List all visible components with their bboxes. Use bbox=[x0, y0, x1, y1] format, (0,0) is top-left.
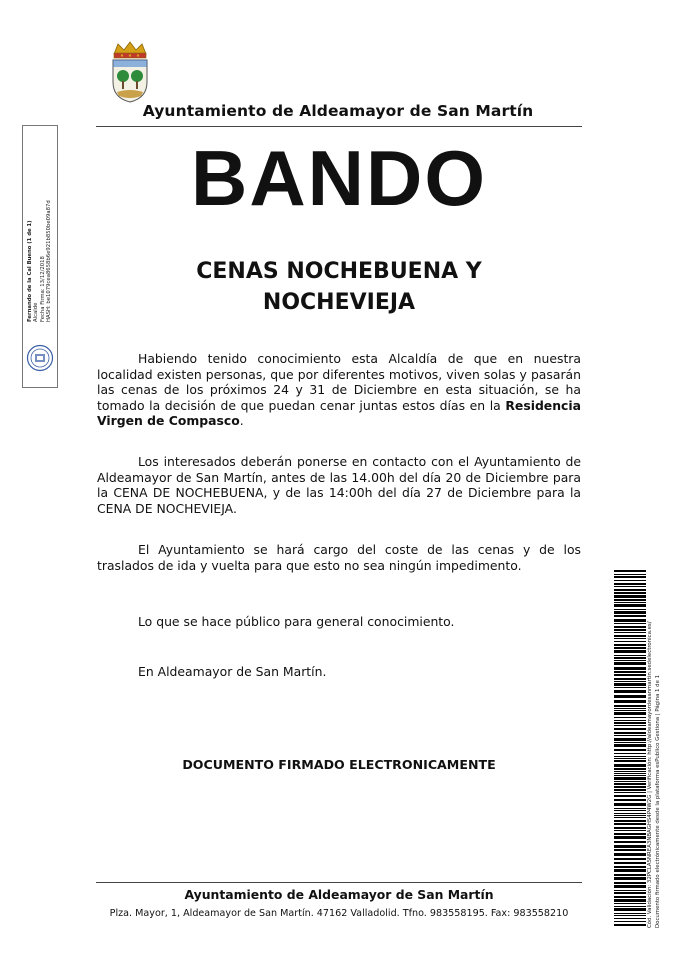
barcode-icon bbox=[614, 570, 646, 926]
page-heading: BANDO bbox=[191, 134, 487, 222]
paragraph-2-text: Los interesados deberán ponerse en contacto con el Ayuntamiento de Aldeamayor de San Martín, antes de las 14.00h del día 20 de Diciembre para la CENA DE NOCHEBUENA, y de las 14:00h del día 27 de Diciembre para la CENA DE NOCHEVIEJA. bbox=[97, 454, 581, 516]
validation-line-1: Cód. Validación: 32PCLA5NREA3NBAGHS4P4W2G | Verificación: http://aldeamayordesanmartin.sedelectronica.es/ bbox=[647, 621, 653, 928]
validation-text bbox=[647, 568, 671, 928]
stamp-hash: HASH: be1079cea8658b6e921b850be09a87d bbox=[46, 200, 53, 322]
stamp-signer: Fernando de la Cal Bueno (1 de 1) bbox=[27, 220, 33, 322]
footer-title: Ayuntamiento de Aldeamayor de San Martín bbox=[184, 887, 494, 902]
paragraph-3-text: El Ayuntamiento se hará cargo del coste de las cenas y de los traslados de ida y vuelta para que esto no sea ningún impedimento. bbox=[97, 542, 581, 573]
paragraph-2 bbox=[97, 454, 581, 516]
footer-divider bbox=[96, 882, 582, 883]
validation-line-2: Documento firmado electrónicamente desde la plataforma esPublico Gestiona | Página 1 de 1 bbox=[654, 674, 661, 928]
signature-stamp bbox=[22, 125, 58, 388]
paragraph-5: En Aldeamayor de San Martín. bbox=[138, 664, 327, 679]
subtitle-line-2: NOCHEVIEJA bbox=[262, 290, 416, 315]
header-divider bbox=[96, 126, 582, 127]
paragraph-1-end: . bbox=[239, 413, 244, 429]
stamp-role: Alcalde bbox=[33, 302, 40, 322]
residence-name: Residencia Virgen de Compasco bbox=[97, 397, 581, 429]
paragraph-4: Lo que se hace público para general conocimiento. bbox=[138, 614, 455, 629]
stamp-date: Fecha Firma: 13/12/2018 bbox=[39, 256, 46, 322]
footer-address: Plza. Mayor, 1, Aldeamayor de San Martín. 47162 Valladolid. Tfno. 983558195. Fax: 983558210 bbox=[109, 908, 569, 919]
seal-icon bbox=[26, 344, 54, 372]
paragraph-1-text: Habiendo tenido conocimiento esta Alcaldía de que en nuestra localidad existen personas, que por diferentes motivos, viven solas y pasarán las cenas de los próximos 24 y 31 de Diciembre en esta situación, se ha tomado la decisión de que puedan cenar juntas estos días en la bbox=[97, 351, 581, 413]
paragraph-1 bbox=[97, 351, 581, 429]
signature-stamp-text bbox=[25, 82, 61, 322]
paragraph-3 bbox=[97, 542, 581, 573]
subtitle-line-1: CENAS NOCHEBUENA Y bbox=[196, 259, 482, 284]
header-title: Ayuntamiento de Aldeamayor de San Martín bbox=[142, 102, 534, 120]
coat-of-arms-logo bbox=[108, 40, 152, 104]
subtitle bbox=[96, 256, 582, 318]
signed-notice: DOCUMENTO FIRMADO ELECTRONICAMENTE bbox=[182, 757, 496, 772]
